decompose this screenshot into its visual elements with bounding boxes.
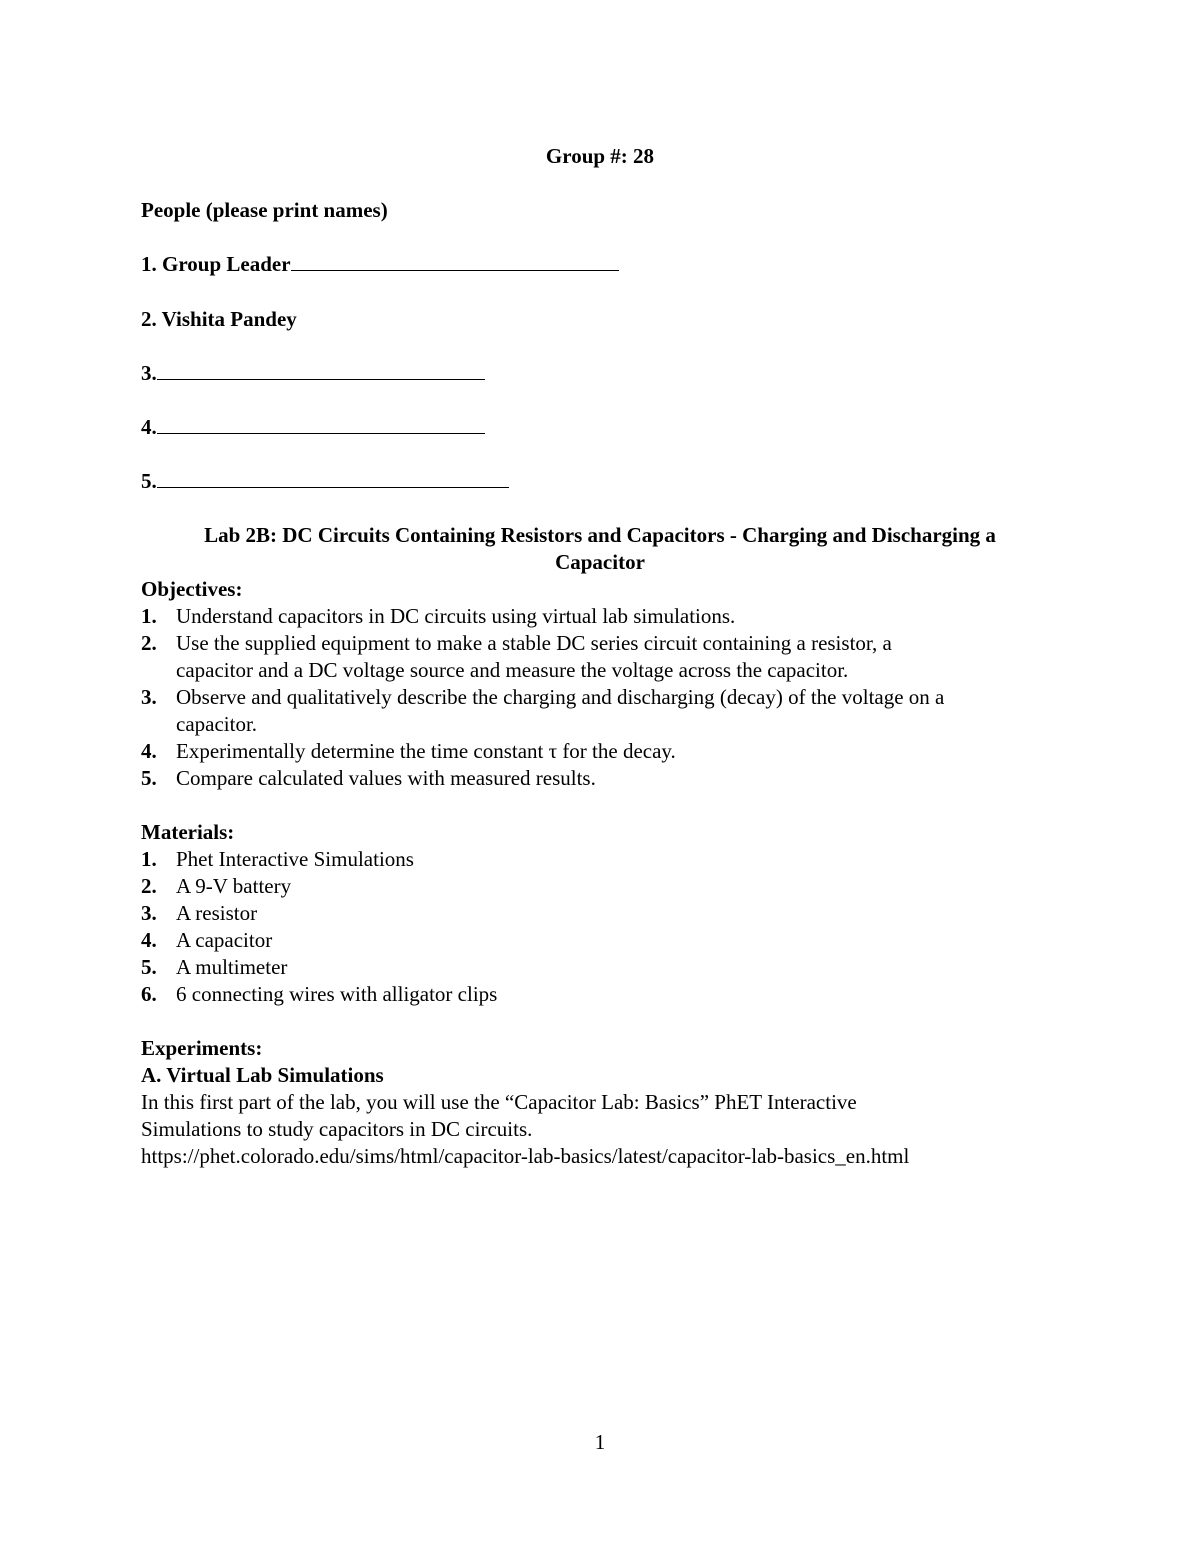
material-number: 1. <box>141 847 157 871</box>
person-5-label: 5. <box>141 469 157 493</box>
lab-title-line-2: Capacitor <box>555 550 645 574</box>
simulation-link[interactable]: https://phet.colorado.edu/sims/html/capacitor-lab-basics/latest/capacitor-lab-basics_en.html <box>141 1144 910 1168</box>
person-5-line <box>141 468 509 495</box>
objective-number: 2. <box>141 631 157 655</box>
group-number: Group #: 28 <box>545 144 655 168</box>
people-heading: People (please print names) <box>141 198 388 222</box>
intro-paragraph-line-1: In this first part of the lab, you will use the “Capacitor Lab: Basics” PhET Interactive <box>141 1090 857 1114</box>
person-3-line <box>141 360 485 387</box>
material-text: A multimeter <box>176 955 288 979</box>
objective-number: 1. <box>141 604 157 628</box>
material-text: A 9-V battery <box>176 874 292 898</box>
material-text: A capacitor <box>176 928 273 952</box>
person-4-line <box>141 414 485 441</box>
objective-text: capacitor and a DC voltage source and measure the voltage across the capacitor. <box>176 658 849 682</box>
material-text: 6 connecting wires with alligator clips <box>176 982 498 1006</box>
objective-number: 4. <box>141 739 157 763</box>
objective-number: 5. <box>141 766 157 790</box>
person-1-blank[interactable] <box>291 252 619 271</box>
objectives-heading: Objectives: <box>141 577 243 601</box>
person-5-blank[interactable] <box>157 469 509 488</box>
person-3-blank[interactable] <box>157 361 485 380</box>
material-text: A resistor <box>176 901 258 925</box>
material-number: 3. <box>141 901 157 925</box>
person-2-label: 2. Vishita Pandey <box>141 307 297 331</box>
experiments-heading: Experiments: <box>141 1036 263 1060</box>
person-4-blank[interactable] <box>157 415 485 434</box>
person-2-line <box>141 306 297 333</box>
objective-text: capacitor. <box>176 712 258 736</box>
person-4-label: 4. <box>141 415 157 439</box>
objective-text: Compare calculated values with measured results. <box>176 766 596 790</box>
person-1-label: 1. Group Leader <box>141 252 291 276</box>
objective-text: Use the supplied equipment to make a stable DC series circuit containing a resistor, a <box>176 631 892 655</box>
material-text: Phet Interactive Simulations <box>176 847 414 871</box>
material-number: 2. <box>141 874 157 898</box>
objective-text: Understand capacitors in DC circuits using virtual lab simulations. <box>176 604 736 628</box>
objective-text: Experimentally determine the time constant τ for the decay. <box>176 739 676 763</box>
person-1-line <box>141 251 619 278</box>
person-3-label: 3. <box>141 361 157 385</box>
lab-title-line-1: Lab 2B: DC Circuits Containing Resistors and Capacitors - Charging and Discharging a <box>204 523 996 547</box>
section-a-heading: A. Virtual Lab Simulations <box>141 1063 384 1087</box>
materials-heading: Materials: <box>141 820 235 844</box>
page-number: 1 <box>594 1430 606 1454</box>
objective-text: Observe and qualitatively describe the charging and discharging (decay) of the voltage on a <box>176 685 945 709</box>
objective-number: 3. <box>141 685 157 709</box>
material-number: 5. <box>141 955 157 979</box>
intro-paragraph-line-2: Simulations to study capacitors in DC circuits. <box>141 1117 533 1141</box>
material-number: 4. <box>141 928 157 952</box>
material-number: 6. <box>141 982 157 1006</box>
